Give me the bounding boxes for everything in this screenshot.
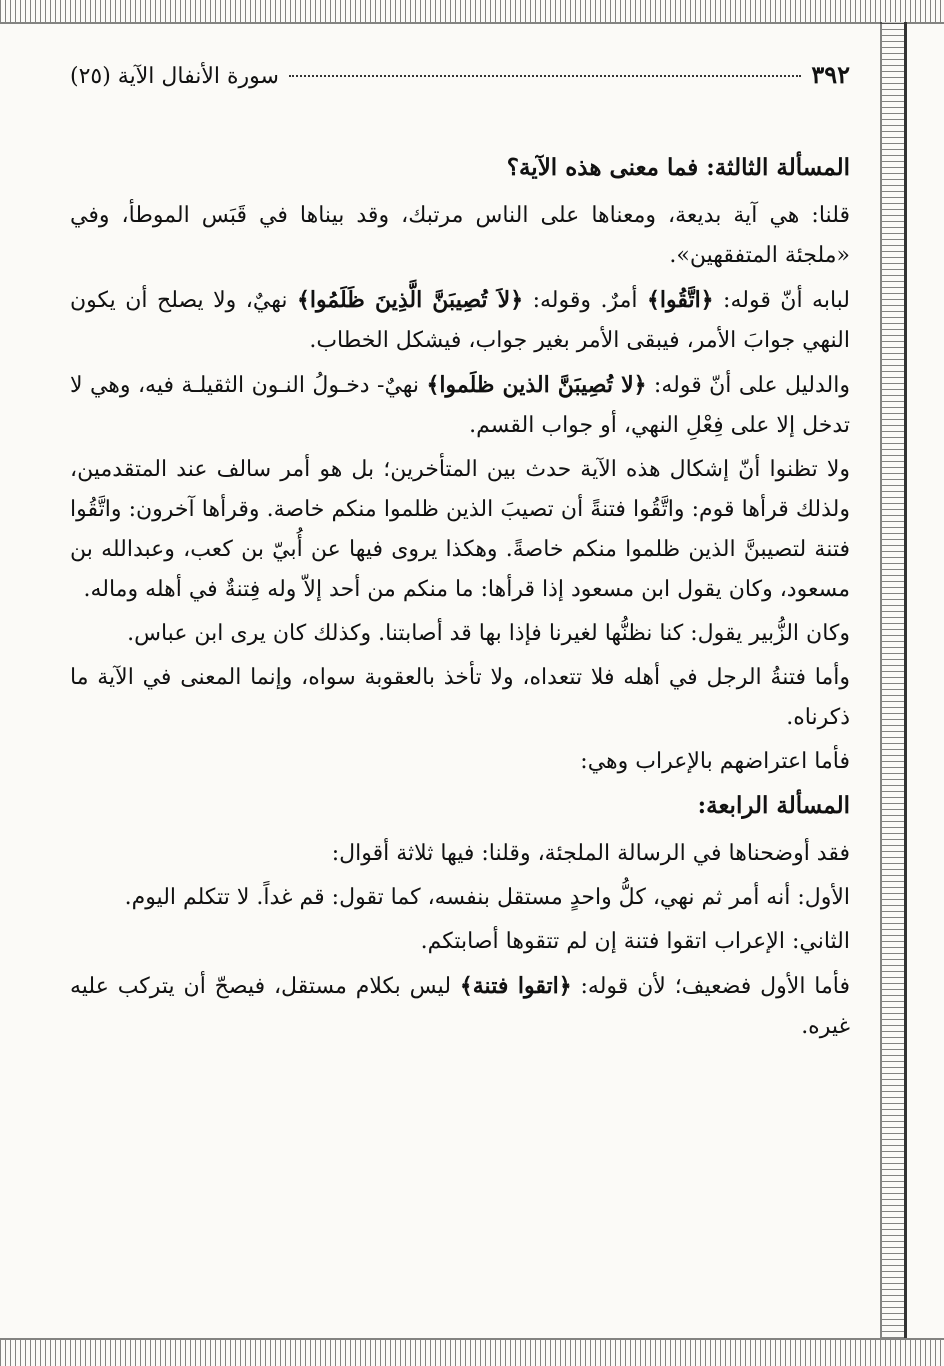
- quran-quote: ﴿اتقوا فتنة﴾: [459, 973, 572, 999]
- running-header: [70, 60, 850, 108]
- paragraph: فقد أوضحناها في الرسالة الملجئة، وقلنا: فيها ثلاثة أقوال:: [331, 841, 850, 866]
- paragraph: الأول: أنه أمر ثم نهي، كلُّ واحدٍ مستقل بنفسه، كما تقول: قم غداً. لا تتكلم اليوم.: [124, 885, 850, 910]
- paragraph: ولا تظنوا أنّ إشكال هذه الآية حدث بين المتأخرين؛ بل هو أمر سالف عند المتقدمين، ولذلك قرأها قوم: واتَّقُوا فتنةً أن تصيبَ الذين ظلموا منكم خاصة. وقرأها آخرون: واتَّقُوا فتنة لتصيبنَّ الذين ظلموا منكم خاصةً. وهكذا يروى فيها عن أُبيّ بن كعب، وعبدالله بن مسعود، وكان يقول ابن مسعود إذا قرأها: ما منكم من أحد إلاّ وله فِتنةٌ في أهله وماله.: [70, 457, 850, 602]
- header-leader-dots: [289, 75, 801, 77]
- page-body: [70, 148, 850, 1047]
- top-border-ornament: [0, 0, 944, 24]
- paragraph: قلنا: هي آية بديعة، ومعناها على الناس مرتبك، وقد بيناها في قَبَس الموطأ، وفي «ملجئة المتفقهين».: [70, 203, 850, 268]
- quran-quote: ﴿لاَ تُصِيبَنَّ الَّذِينَ ظَلَمُوا﴾: [296, 287, 524, 313]
- paragraph: فأما اعتراضهم بالإعراب وهي:: [580, 749, 850, 774]
- section-heading-3: المسألة الثالثة: فما معنى هذه الآية؟: [506, 154, 850, 181]
- paragraph: لبابه أنّ قوله: ﴿اتَّقُوا﴾ أمرٌ. وقوله: ﴿لاَ تُصِيبَنَّ الَّذِينَ ظَلَمُوا﴾ نهيٌ، ولا يصلح أن يكون النهي جوابَ الأمر، فيبقى الأمر بغير جواب، فيشكل الخطاب.: [70, 287, 850, 353]
- section-heading-4: المسألة الرابعة:: [697, 792, 850, 819]
- page: [70, 60, 850, 1320]
- paragraph: فأما الأول فضعيف؛ لأن قوله: ﴿اتقوا فتنة﴾ ليس بكلام مستقل، فيصحّ أن يتركب عليه غيره.: [70, 973, 850, 1039]
- paragraph: وكان الزُّبير يقول: كنا نظنُّها لغيرنا فإذا بها قد أصابتنا. وكذلك كان يرى ابن عباس.: [127, 621, 850, 646]
- quran-quote: ﴿لا تُصِيبَنَّ الذين ظلَموا﴾: [426, 372, 647, 398]
- page-number: ٣٩٢: [811, 60, 850, 89]
- surah-reference: سورة الأنفال الآية (٢٥): [70, 64, 279, 89]
- quran-quote: ﴿اتَّقُوا﴾: [646, 287, 714, 313]
- paragraph: الثاني: الإعراب اتقوا فتنة إن لم تتقوها أصابتكم.: [420, 929, 850, 954]
- paragraph: وأما فتنةُ الرجل في أهله فلا تتعداه، ولا تأخذ بالعقوبة سواه، وإنما المعنى في الآية ما ذكرناه.: [70, 665, 850, 730]
- paragraph: والدليل على أنّ قوله: ﴿لا تُصِيبَنَّ الذين ظلَموا﴾ نهيٌ- دخـولُ النـون الثقيلـة فيه، وهي لا تدخل إلا على فِعْلِ النهي، أو جواب القسم.: [70, 372, 850, 438]
- bottom-border-ornament: [0, 1338, 944, 1366]
- side-border-ornament: [880, 22, 904, 1338]
- side-border-line: [904, 22, 907, 1338]
